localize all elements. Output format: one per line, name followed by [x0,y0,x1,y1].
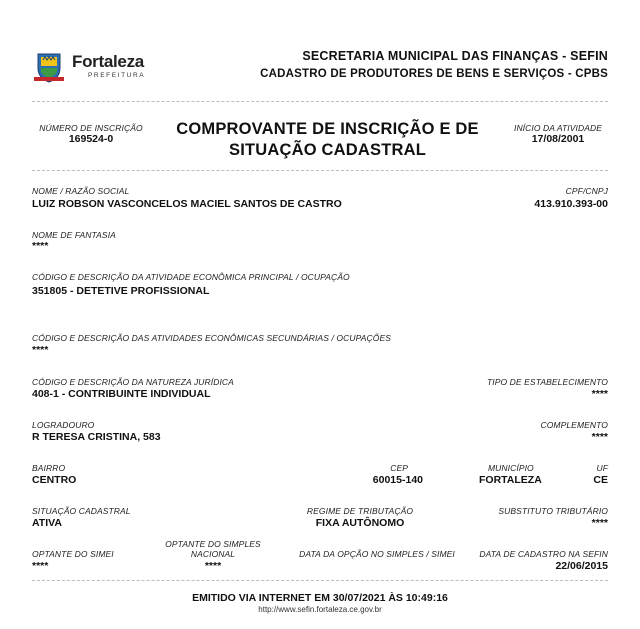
cpf-label: CPF/CNPJ [565,186,608,196]
simples-label-line2: NACIONAL [190,549,236,559]
bairro-value: CENTRO [32,474,77,486]
tipo-estabelecimento-value: **** [591,388,608,400]
fantasia-label: NOME DE FANTASIA [32,230,116,240]
situacao-value: ATIVA [32,517,62,529]
atividade-principal-value: 351805 - DETETIVE PROFISSIONAL [32,285,210,297]
nome-label: NOME / RAZÃO SOCIAL [32,186,130,196]
complemento-value: **** [591,431,608,443]
cep-value: 60015-140 [372,474,423,486]
atividade-principal-label: CÓDIGO E DESCRIÇÃO DA ATIVIDADE ECONÔMICA PRINCIPAL / OCUPAÇÃO [32,272,350,282]
substituto-value: **** [591,517,608,529]
inicio-value: 17/08/2001 [531,133,585,145]
header-secretaria: SECRETARIA MUNICIPAL DAS FINANÇAS - SEFIN [302,49,608,63]
uf-label: UF [596,463,608,473]
atividades-secundarias-value: **** [32,344,49,356]
substituto-label: SUBSTITUTO TRIBUTÁRIO [498,506,608,516]
data-cadastro-label: DATA DE CADASTRO NA SEFIN [479,549,608,559]
emission-timestamp: EMITIDO VIA INTERNET EM 30/07/2021 ÀS 10:49:16 [192,592,448,604]
divider [32,170,608,171]
fantasia-value: **** [32,240,49,252]
sefin-url-link[interactable]: http://www.sefin.fortaleza.ce.gov.br [258,605,382,614]
municipio-label: MUNICÍPIO [488,463,534,473]
header-cadastro: CADASTRO DE PRODUTORES DE BENS E SERVIÇOS - CPBS [260,68,608,80]
city-crest-icon [32,50,66,84]
logo-name: Fortaleza [72,52,144,71]
logradouro-value: R TERESA CRISTINA, 583 [32,431,161,443]
document-title-line2: SITUAÇÃO CADASTRAL [228,141,426,159]
simples-value: **** [204,560,222,572]
simei-label: OPTANTE DO SIMEI [32,549,114,559]
atividades-secundarias-label: CÓDIGO E DESCRIÇÃO DAS ATIVIDADES ECONÔMICAS SECUNDÁRIAS / OCUPAÇÕES [32,333,391,343]
complemento-label: COMPLEMENTO [540,420,608,430]
cep-label: CEP [390,463,408,473]
simples-label-line1: OPTANTE DO SIMPLES [165,539,261,549]
natureza-label: CÓDIGO E DESCRIÇÃO DA NATUREZA JURÍDICA [32,377,234,387]
document-title-line1: COMPROVANTE DE INSCRIÇÃO E DE [176,120,479,138]
data-opcao-label: DATA DA OPÇÃO NO SIMPLES / SIMEI [299,549,455,559]
divider [32,101,608,102]
regime-label: REGIME DE TRIBUTAÇÃO [306,506,414,516]
situacao-label: SITUAÇÃO CADASTRAL [32,506,131,516]
inscricao-label: NÚMERO DE INSCRIÇÃO [39,123,143,133]
municipio-value: FORTALEZA [479,474,542,486]
inscricao-value: 169524-0 [68,133,114,145]
cpf-value: 413.910.393-00 [534,198,608,210]
logradouro-label: LOGRADOURO [32,420,95,430]
inicio-label: INÍCIO DA ATIVIDADE [513,123,602,133]
bairro-label: BAIRRO [32,463,66,473]
regime-value: FIXA AUTÔNOMO [315,517,405,529]
city-logo [32,50,152,86]
data-cadastro-value: 22/06/2015 [555,560,608,572]
logo-subtitle: PREFEITURA [88,72,146,79]
nome-value: LUIZ ROBSON VASCONCELOS MACIEL SANTOS DE CASTRO [32,198,342,210]
divider [32,580,608,581]
simei-value: **** [32,560,49,572]
uf-value: CE [593,474,608,486]
tipo-estabelecimento-label: TIPO DE ESTABELECIMENTO [486,377,608,387]
natureza-value: 408-1 - CONTRIBUINTE INDIVIDUAL [32,388,211,400]
